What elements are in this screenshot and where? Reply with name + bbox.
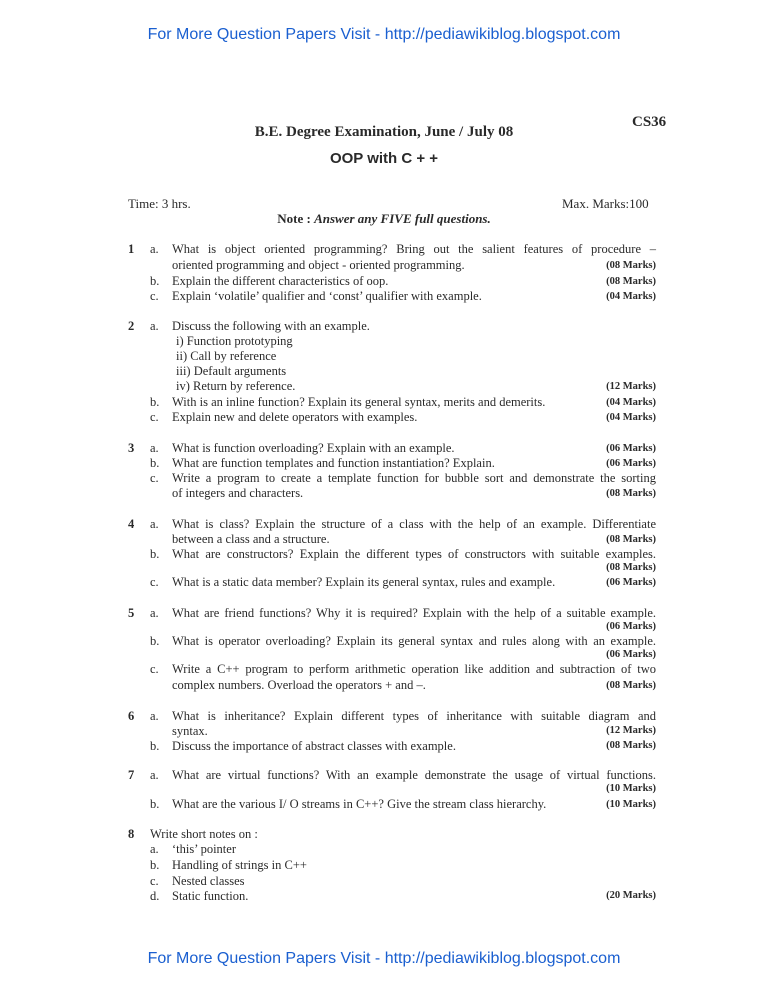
banner-top-link[interactable]: For More Question Papers Visit - http://pediawikiblog.blogspot.com	[147, 26, 621, 43]
note-item: ‘this’ pointer	[172, 842, 236, 856]
question-number: 8	[128, 827, 135, 841]
question-text: What is operator overloading? Explain its general syntax and rules along with an example.	[172, 634, 656, 648]
part-label: b.	[150, 547, 160, 561]
paper-code: CS36	[632, 114, 667, 130]
question-number: 4	[128, 517, 135, 531]
question-number: 2	[128, 319, 135, 333]
part-label: a.	[150, 606, 159, 620]
note-item: Handling of strings in C++	[172, 858, 307, 872]
part-label: a.	[150, 319, 159, 333]
sub-item: ii) Call by reference	[176, 349, 277, 363]
question-text: What is inheritance? Explain different types of inheritance with suitable diagram and	[172, 709, 656, 723]
question-number: 5	[128, 606, 135, 620]
marks-label: (08 Marks)	[606, 562, 656, 573]
question-number: 7	[128, 768, 135, 782]
question-text: between a class and a structure.	[172, 532, 330, 546]
part-label: a.	[150, 441, 159, 455]
marks-label: (08 Marks)	[606, 680, 656, 691]
marks-label: (12 Marks)	[606, 725, 656, 736]
sub-item: iv) Return by reference.	[176, 379, 296, 393]
question-text: of integers and characters.	[172, 486, 304, 500]
part-label: d.	[150, 889, 160, 903]
time-allowed: Time: 3 hrs.	[128, 196, 191, 211]
question-text: syntax.	[172, 724, 208, 738]
question-number: 3	[128, 441, 135, 455]
marks-label: (06 Marks)	[606, 443, 656, 454]
question-text: What are constructors? Explain the different types of constructors with suitable examples.	[172, 547, 656, 561]
question-text: Explain new and delete operators with examples.	[172, 410, 418, 424]
question-text: Explain the different characteristics of oop.	[172, 274, 389, 288]
question-text: Write a C++ program to perform arithmetic operation like addition and subtraction of two	[172, 662, 656, 676]
question-text: Discuss the following with an example.	[172, 319, 370, 333]
part-label: a.	[150, 242, 159, 256]
marks-label: (08 Marks)	[606, 740, 656, 751]
marks-label: (12 Marks)	[606, 381, 656, 392]
marks-label: (06 Marks)	[606, 649, 656, 660]
part-label: b.	[150, 739, 160, 753]
question-text: complex numbers. Overload the operators + and –.	[172, 678, 426, 692]
marks-label: (08 Marks)	[606, 276, 656, 287]
part-label: a.	[150, 709, 159, 723]
marks-label: (20 Marks)	[606, 890, 656, 901]
note-item: Nested classes	[172, 874, 245, 888]
question-text: What is class? Explain the structure of a class with the help of an example. Differentiate	[172, 517, 656, 531]
marks-label: (04 Marks)	[606, 412, 656, 423]
part-label: c.	[150, 575, 159, 589]
question-text: With is an inline function? Explain its general syntax, merits and demerits.	[172, 395, 546, 409]
part-label: a.	[150, 768, 159, 782]
part-label: b.	[150, 395, 160, 409]
question-text: Explain ‘volatile’ qualifier and ‘const’ qualifier with example.	[172, 289, 482, 303]
marks-label: (10 Marks)	[606, 799, 656, 810]
question-text: Write short notes on :	[150, 827, 258, 841]
max-marks: Max. Marks:100	[562, 196, 649, 211]
part-label: b.	[150, 797, 160, 811]
marks-label: (04 Marks)	[606, 397, 656, 408]
sub-item: iii) Default arguments	[176, 364, 287, 378]
part-label: c.	[150, 662, 159, 676]
question-text: What is object oriented programming? Bring out the salient features of procedure –	[172, 242, 656, 256]
marks-label: (06 Marks)	[606, 458, 656, 469]
note-label: Note :	[277, 211, 311, 226]
question-text: What are friend functions? Why it is required? Explain with the help of a suitable example.	[172, 606, 656, 620]
question-text: What are virtual functions? With an example demonstrate the usage of virtual functions.	[172, 768, 656, 782]
part-label: c.	[150, 874, 159, 888]
marks-label: (10 Marks)	[606, 783, 656, 794]
part-label: b.	[150, 634, 160, 648]
question-text: What are function templates and function instantiation? Explain.	[172, 456, 495, 470]
question-text: What is a static data member? Explain its general syntax, rules and example.	[172, 575, 556, 589]
part-label: a.	[150, 517, 159, 531]
question-text: What are the various I/ O streams in C++? Give the stream class hierarchy.	[172, 797, 547, 811]
part-label: b.	[150, 456, 160, 470]
marks-label: (04 Marks)	[606, 291, 656, 302]
question-number: 6	[128, 709, 135, 723]
question-text: Discuss the importance of abstract classes with example.	[172, 739, 456, 753]
note-item: Static function.	[172, 889, 249, 903]
question-text: Write a program to create a template function for bubble sort and demonstrate the sorting	[172, 471, 656, 485]
note-text: Answer any FIVE full questions.	[314, 211, 491, 226]
part-label: c.	[150, 410, 159, 424]
instructions-note	[0, 211, 768, 227]
part-label: c.	[150, 289, 159, 303]
part-label: c.	[150, 471, 159, 485]
part-label: b.	[150, 858, 160, 872]
subject-title: OOP with C + +	[329, 150, 439, 167]
question-text: What is function overloading? Explain with an example.	[172, 441, 455, 455]
part-label: b.	[150, 274, 160, 288]
marks-label: (08 Marks)	[606, 534, 656, 545]
marks-label: (08 Marks)	[606, 260, 656, 271]
marks-label: (06 Marks)	[606, 577, 656, 588]
marks-label: (08 Marks)	[606, 488, 656, 499]
exam-title: B.E. Degree Examination, June / July 08	[254, 124, 514, 140]
banner-bottom-link[interactable]: For More Question Papers Visit - http://pediawikiblog.blogspot.com	[147, 950, 621, 967]
question-number: 1	[128, 242, 135, 256]
part-label: a.	[150, 842, 159, 856]
sub-item: i) Function prototyping	[176, 334, 293, 348]
marks-label: (06 Marks)	[606, 621, 656, 632]
question-text: oriented programming and object - oriented programming.	[172, 258, 465, 272]
